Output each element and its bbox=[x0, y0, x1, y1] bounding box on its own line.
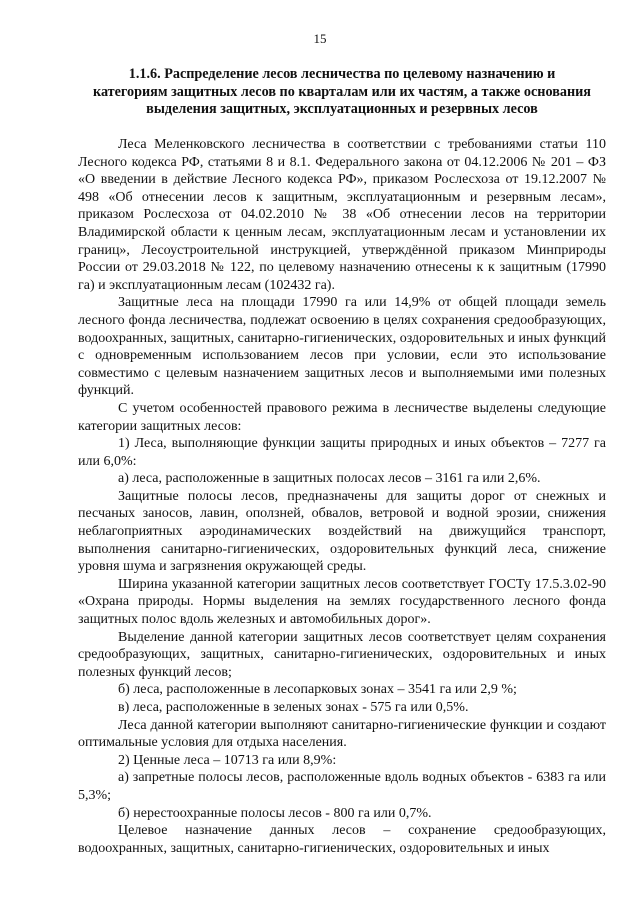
paragraph: Защитные леса на площади 17990 га или 14,9% от общей площади земель лесного фонда лесничества, подлежат освоению в целях сохранения средообразующих, водоохранных, защитных, санитарно-гигиенических, оздоровительных и иных функций с одновременным использованием лесов при условии, если это использование совместимо с целевым назначением защитных лесов и выполняемыми ими полезных функций. bbox=[78, 295, 606, 399]
paragraph: б) леса, расположенные в лесопарковых зонах – 3541 га или 2,9 %; bbox=[118, 682, 517, 698]
section-heading-line: 1.1.6. Распределение лесов лесничества по целевому назначению и bbox=[128, 66, 556, 82]
paragraph: Выделение данной категории защитных лесов соответствует целям сохранения средообразующих, защитных, санитарно-гигиенических, оздоровительных и иных полезных функций лесов; bbox=[78, 629, 606, 680]
paragraph: Защитные полосы лесов, предназначены для защиты дорог от снежных и песчаных заносов, лавин, оползней, обвалов, ветровой и водной эрозии, снижения неблагоприятных аэродинамических воздействий на движущийся транспорт, выполнения санитарно-гигиенических, оздоровительных функций леса, снижение уровня шума и загрязнения окружающей среды. bbox=[78, 488, 606, 575]
paragraph: а) запретные полосы лесов, расположенные вдоль водных объектов - 6383 га или 5,3%; bbox=[78, 770, 606, 803]
paragraph: С учетом особенностей правового режима в лесничестве выделены следующие категории защитных лесов: bbox=[78, 400, 606, 434]
paragraph: в) леса, расположенные в зеленых зонах - 575 га или 0,5%. bbox=[118, 700, 469, 715]
section-heading-line: выделения защитных, эксплуатационных и резервных лесов bbox=[146, 101, 538, 117]
paragraph: Ширина указанной категории защитных лесов соответствует ГОСТу 17.5.3.02-90 «Охрана природы. Нормы выделения на землях государственного лесного фонда защитных полос вдоль железных и автомобильных дорог». bbox=[78, 576, 606, 628]
page-number: 15 bbox=[313, 31, 327, 46]
paragraph: 1) Леса, выполняющие функции защиты природных и иных объектов – 7277 га или 6,0%: bbox=[78, 436, 606, 469]
paragraph: б) нерестоохранные полосы лесов - 800 га или 0,7%. bbox=[118, 805, 432, 821]
section-heading bbox=[78, 66, 606, 119]
paragraph: Леса данной категории выполняют санитарно-гигиенические функции и создают оптимальные условия для отдыха населения. bbox=[78, 717, 606, 751]
paragraph: Леса Меленковского лесничества в соответствии с требованиями статьи 110 Лесного кодекса РФ, статьями 8 и 8.1. Федерального закона от 04.12.2006 № 201 – ФЗ «О введении в действие Лесного кодекса РФ», приказом Рослесхоза от 19.12.2007 № 498 «Об отнесении лесов к защитным, эксплуатационным и резервным лесам», приказом Рослесхоза от 04.02.2010 № 38 «Об отнесении лесов на территории Владимирской области к ценным лесам, эксплуатационным лесам и установлении их границ», Лесоустроительной инструкцией, утверждённой приказом Минприроды России от 29.03.2018 № 122, по целевому назначению отнесены к к защитным (17990 га) и эксплуатационным лесам (102432 га). bbox=[78, 137, 606, 293]
paragraph: 2) Ценные леса – 10713 га или 8,9%: bbox=[118, 752, 337, 768]
paragraph: Целевое назначение данных лесов – сохранение средообразующих, водоохранных, защитных, санитарно-гигиенических, оздоровительных и иных bbox=[78, 823, 606, 856]
paragraph: а) леса, расположенные в защитных полосах лесов – 3161 га или 2,6%. bbox=[118, 471, 541, 487]
section-heading-line: категориям защитных лесов по кварталам или их частям, а также основания bbox=[92, 83, 591, 100]
body-text bbox=[78, 136, 606, 857]
